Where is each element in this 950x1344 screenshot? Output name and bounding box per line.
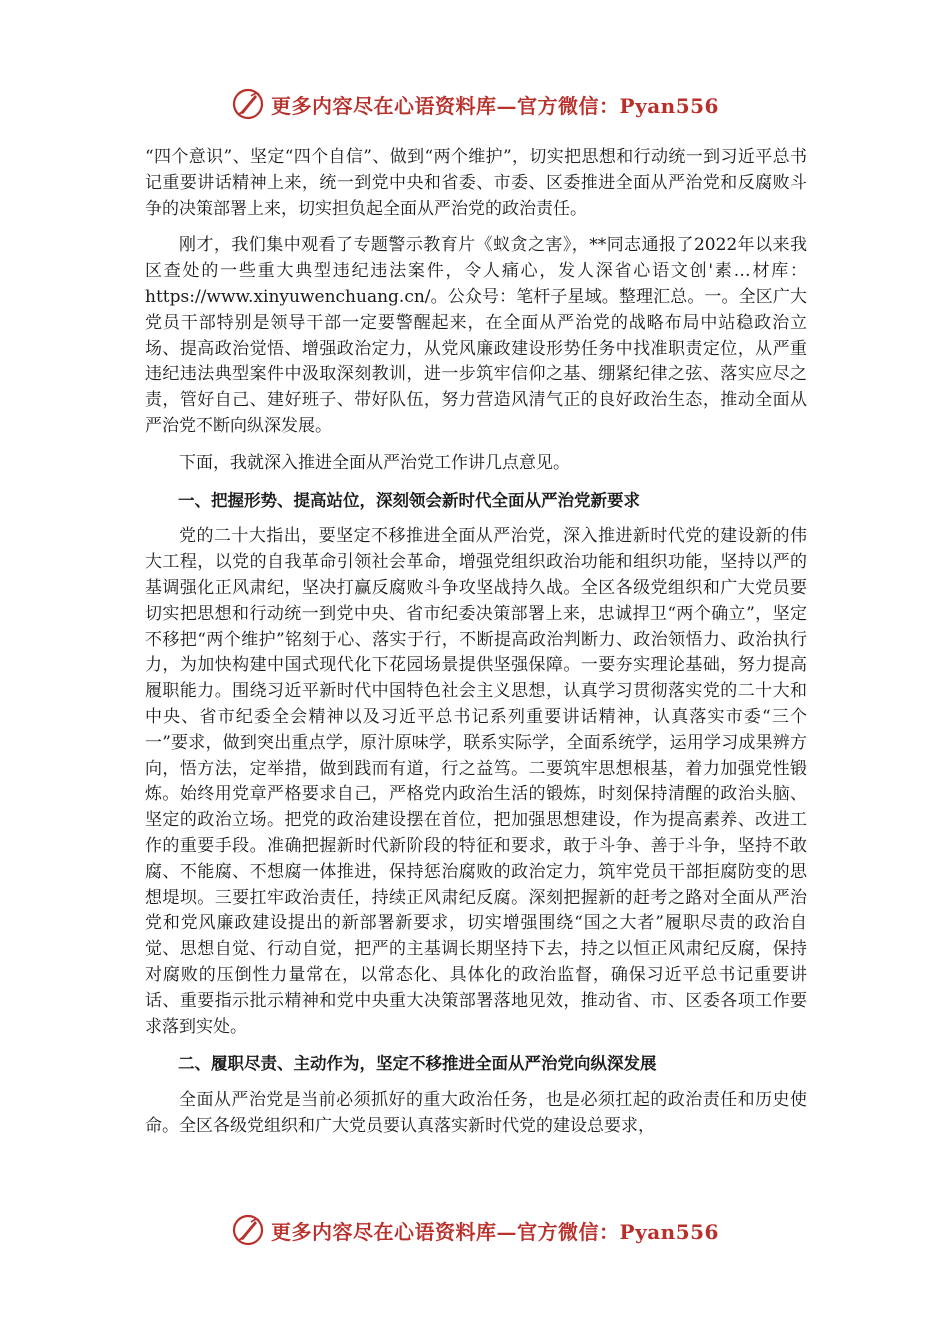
document-body [145, 145, 807, 1151]
paragraph-2: 刚才，我们集中观看了专题警示教育片《蚁贪之害》，**同志通报了2022年以来我区查处的一些重大典型违纪违法案件，令人痛心，发人深省心语文创'素…材库：https://www.xinyuwenchuang.cn/。公众号：笔杆子星域。整理汇总。一。全区广大党员干部特别是领导干部一定要警醒起来，在全面从严治党的战略布局中站稳政治立场、提高政治觉悟、增强政治定力，从党风廉政建设形势任务中找准职责定位，从严重违纪违法典型案件中汲取深刻教训，进一步筑牢信仰之基、绷紧纪律之弦、落实应尽之责，管好自己、建好班子、带好队伍，努力营造风清气正的良好政治生态，推动全面从严治党不断向纵深发展。 [145, 235, 807, 436]
header-watermark-banner [0, 84, 950, 124]
header-watermark-text: 更多内容尽在心语资料库—官方微信：Pyan556 [271, 93, 719, 118]
paragraph-1: “四个意识”、坚定“四个自信”、做到“两个维护”，切实把思想和行动统一到习近平总书记重要讲话精神上来，统一到党中央和省委、市委、区委推进全面从严治党和反腐败斗争的决策部署上来，切实担负起全面从严治党的政治责任。 [145, 147, 807, 219]
footer-watermark-text: 更多内容尽在心语资料库—官方微信：Pyan556 [271, 1219, 719, 1244]
paragraph-3: 下面，我就深入推进全面从严治党工作讲几点意见。 [179, 452, 570, 473]
section-heading-2: 二、履职尽责、主动作为，坚定不移推进全面从严治党向纵深发展 [178, 1054, 657, 1074]
paragraph-4: 党的二十大指出，要坚定不移推进全面从严治党，深入推进新时代党的建设新的伟大工程，以党的自我革命引领社会革命，增强党组织政治功能和组织功能，坚持以严的基调强化正风肃纪，坚决打赢反腐败斗争攻坚战持久战。全区各级党组织和广大党员要切实把思想和行动统一到党中央、省市纪委决策部署上来，忠诚捍卫“两个确立”，坚定不移把“两个维护”铭刻于心、落实于行，不断提高政治判断力、政治领悟力、政治执行力，为加快构建中国式现代化下花园场景提供坚强保障。一要夯实理论基础，努力提高履职能力。围绕习近平新时代中国特色社会主义思想，认真学习贯彻落实党的二十大和中央、省市纪委全会精神以及习近平总书记系列重要讲话精神，认真落实市委“三个一”要求，做到突出重点学，原汁原味学，联系实际学，全面系统学，运用学习成果辨方向，悟方法，定举措，做到践而有道，行之益笃。二要筑牢思想根基，着力加强党性锻炼。始终用党章严格要求自己，严格党内政治生活的锻炼，时刻保持清醒的政治头脑、坚定的政治立场。把党的政治建设摆在首位，把加强思想建设，作为提高素养、改进工作的重要手段。准确把握新时代新阶段的特征和要求，敢于斗争、善于斗争，坚持不敢腐、不能腐、不想腐一体推进，保持惩治腐败的政治定力，筑牢党员干部拒腐防变的思想堤坝。三要扛牢政治责任，持续正风肃纪反腐。深刻把握新的赶考之路对全面从严治党和党风廉政建设提出的新部署新要求，切实增强围绕“国之大者”履职尽责的政治自觉、思想自觉、行动自觉，把严的主基调长期坚持下去，持之以恒正风肃纪反腐，保持对腐败的压倒性力量常在，以常态化、具体化的政治监督，确保习近平总书记重要讲话、重要指示批示精神和党中央重大决策部署落地见效，推动省、市、区委各项工作要求落到实处。 [145, 526, 807, 1037]
footer-watermark-banner [0, 1210, 950, 1250]
paragraph-5: 全面从严治党是当前必须抓好的重大政治任务，也是必须扛起的政治责任和历史使命。全区各级党组织和广大党员要认真落实新时代党的建设总要求， [145, 1090, 807, 1136]
quill-pen-logo-icon [231, 87, 265, 121]
quill-pen-logo-icon [231, 1213, 265, 1247]
section-heading-1: 一、把握形势、提高站位，深刻领会新时代全面从严治党新要求 [178, 490, 640, 510]
